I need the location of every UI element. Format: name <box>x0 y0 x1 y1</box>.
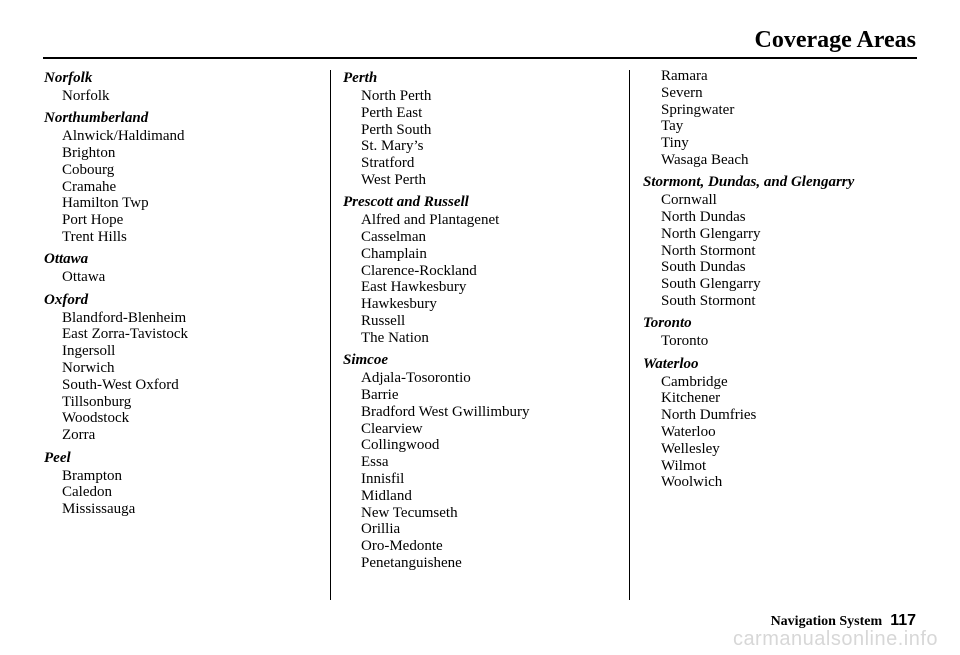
municipality-item: West Perth <box>361 171 427 188</box>
municipality-item: Norfolk <box>62 88 110 104</box>
municipality-list <box>643 374 943 492</box>
municipality-item: South Dundas <box>661 259 746 276</box>
municipality-item: Clearview <box>361 420 423 437</box>
region-group <box>643 313 943 350</box>
region-group <box>343 350 623 572</box>
municipality-item: Kitchener <box>661 390 721 407</box>
municipality-item: Cornwall <box>661 192 717 209</box>
municipality-item: Barrie <box>361 386 399 403</box>
municipality-item: North Stormont <box>661 242 756 259</box>
municipality-item: East Hawkesbury <box>361 279 467 296</box>
region-name: Perth <box>343 70 378 86</box>
title-rule <box>43 57 917 59</box>
municipality-list <box>44 468 324 518</box>
municipality-item: North Dumfries <box>661 407 757 424</box>
column-divider <box>330 70 331 600</box>
municipality-item: Ingersoll <box>62 343 116 360</box>
region-name: Prescott and Russell <box>343 194 469 211</box>
municipality-item: Oro-Medonte <box>361 538 443 555</box>
municipality-item: Toronto <box>661 333 709 350</box>
municipality-item: Orillia <box>361 521 401 538</box>
municipality-item: Norwich <box>62 360 115 377</box>
page-number: 117 <box>890 612 916 629</box>
municipality-item: Hamilton Twp <box>62 195 149 212</box>
coverage-column-3 <box>643 68 943 495</box>
region-name: Stormont, Dundas, and Glengarry <box>643 174 855 191</box>
municipality-list <box>643 333 943 350</box>
municipality-list <box>643 68 943 169</box>
municipality-list <box>44 310 324 444</box>
municipality-item: Caledon <box>62 484 112 501</box>
municipality-item: Blandford-Blenheim <box>62 309 187 326</box>
municipality-item: Cobourg <box>62 161 115 178</box>
region-name: Oxford <box>44 291 89 308</box>
municipality-item: Trent Hills <box>62 229 127 246</box>
coverage-column-1 <box>44 68 324 521</box>
municipality-item: Tay <box>661 118 684 135</box>
region-group <box>44 290 324 444</box>
region-name: Northumberland <box>44 110 149 127</box>
municipality-item: South Glengarry <box>661 276 761 293</box>
municipality-item: The Nation <box>361 329 429 346</box>
municipality-item: Woolwich <box>661 474 723 491</box>
municipality-item: New Tecumseth <box>361 504 458 521</box>
municipality-item: Innisfil <box>361 470 405 487</box>
region-name: Peel <box>44 449 71 466</box>
municipality-item: Wilmot <box>661 457 707 474</box>
municipality-item: Russell <box>361 313 406 330</box>
municipality-item: Alfred and Plantagenet <box>361 212 500 229</box>
municipality-item: Severn <box>661 84 703 101</box>
municipality-list <box>44 128 324 246</box>
municipality-item: Penetanguishene <box>361 554 462 571</box>
municipality-item: Cramahe <box>62 178 117 195</box>
municipality-item: Alnwick/Haldimand <box>62 128 185 145</box>
region-group <box>44 108 324 246</box>
region-group <box>44 448 324 518</box>
municipality-item: Champlain <box>361 245 427 262</box>
page-title: Coverage Areas <box>754 27 916 53</box>
region-group <box>343 68 623 189</box>
municipality-item: South Stormont <box>661 293 756 310</box>
municipality-item: North Dundas <box>661 209 746 226</box>
region-group <box>643 68 943 169</box>
municipality-item: Clarence-Rockland <box>361 262 477 279</box>
municipality-item: Wellesley <box>661 440 720 457</box>
municipality-item: North Glengarry <box>661 225 761 242</box>
municipality-item: Brampton <box>62 467 122 484</box>
municipality-item: Collingwood <box>361 437 440 454</box>
municipality-list <box>44 269 324 286</box>
municipality-item: Port Hope <box>62 212 124 229</box>
municipality-item: Zorra <box>62 427 96 444</box>
municipality-item: Perth East <box>361 104 423 121</box>
municipality-list <box>643 192 943 310</box>
municipality-item: Tillsonburg <box>62 393 132 410</box>
region-group <box>343 192 623 346</box>
municipality-item: Casselman <box>361 229 426 246</box>
municipality-item: Perth South <box>361 121 432 138</box>
municipality-item: Hawkesbury <box>361 296 437 313</box>
region-name: Waterloo <box>643 355 699 372</box>
municipality-item: Springwater <box>661 101 735 118</box>
municipality-item: Mississauga <box>62 501 136 518</box>
municipality-item: Woodstock <box>62 410 130 427</box>
municipality-list <box>343 212 623 346</box>
municipality-item: St. Mary’s <box>361 138 424 155</box>
municipality-item: Ottawa <box>62 269 106 286</box>
municipality-item: Tiny <box>661 135 689 152</box>
municipality-item: Bradford West Gwillimbury <box>361 403 530 420</box>
municipality-item: Adjala-Tosorontio <box>361 370 471 387</box>
region-group <box>643 354 943 492</box>
municipality-item: Brighton <box>62 145 116 162</box>
municipality-list <box>44 88 324 105</box>
municipality-item: Cambridge <box>661 373 728 390</box>
municipality-list <box>343 370 623 572</box>
municipality-item: Stratford <box>361 155 415 172</box>
municipality-list <box>343 88 623 189</box>
watermark: carmanualsonline.info <box>732 628 938 650</box>
region-name: Ottawa <box>44 251 89 268</box>
region-group <box>44 68 324 105</box>
footer-label: Navigation System <box>770 614 883 629</box>
region-group <box>643 172 943 310</box>
region-name: Norfolk <box>44 70 93 86</box>
municipality-item: South-West Oxford <box>62 376 179 393</box>
region-group <box>44 249 324 286</box>
municipality-item: East Zorra-Tavistock <box>62 326 188 343</box>
municipality-item: Waterloo <box>661 424 716 441</box>
municipality-item: North Perth <box>361 88 432 104</box>
municipality-item: Essa <box>361 454 389 471</box>
column-divider <box>629 70 630 600</box>
municipality-item: Ramara <box>661 68 708 84</box>
municipality-item: Wasaga Beach <box>661 151 749 168</box>
region-name: Toronto <box>643 315 692 332</box>
coverage-column-2 <box>343 68 623 575</box>
municipality-item: Midland <box>361 487 412 504</box>
region-name: Simcoe <box>343 352 388 369</box>
